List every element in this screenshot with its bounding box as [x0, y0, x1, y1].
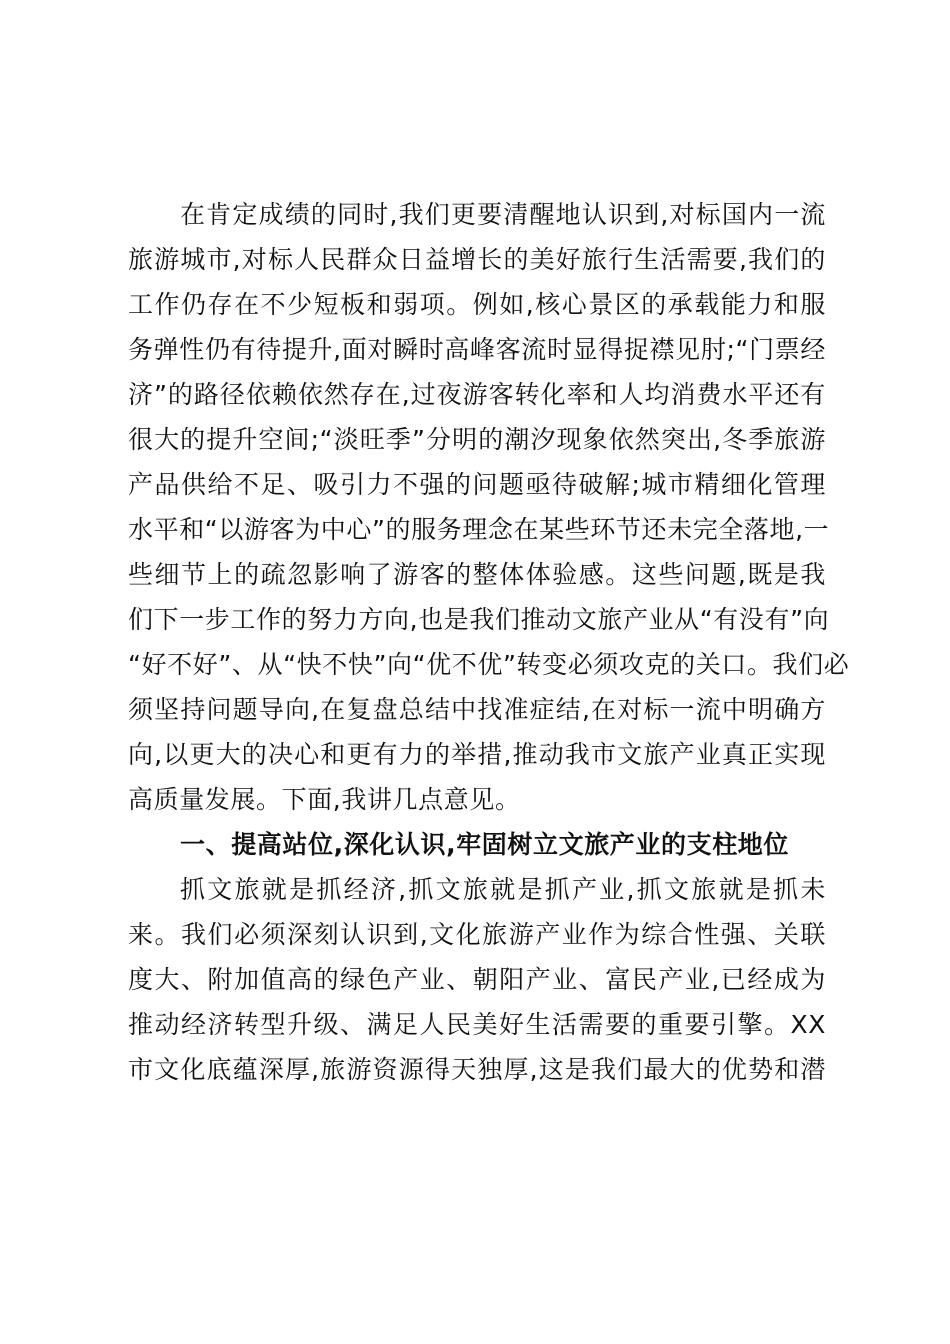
text-line: 市文化底蕴深厚,旅游资源得天独厚,这是我们最大的优势和潜: [128, 1055, 826, 1084]
text-line: 济”的路径依赖依然存在,过夜游客转化率和人均消费水平还有: [128, 380, 826, 409]
text-line: 抓文旅就是抓经济,抓文旅就是抓产业,抓文旅就是抓未: [180, 875, 826, 904]
text-line: 在肯定成绩的同时,我们更要清醒地认识到,对标国内一流: [180, 200, 826, 229]
text-line: 工作仍存在不少短板和弱项。例如,核心景区的承载能力和服: [128, 290, 826, 319]
text-line: 度大、附加值高的绿色产业、朝阳产业、富民产业,已经成为: [128, 965, 826, 994]
text-line: 水平和“以游客为中心”的服务理念在某些环节还未完全落地,一: [128, 515, 830, 544]
section-heading: 一、提高站位,深化认识,牢固树立文旅产业的支柱地位: [180, 830, 789, 859]
text-line: 们下一步工作的努力方向,也是我们推动文旅产业从“有没有”向: [128, 605, 830, 634]
text-line: 产品供给不足、吸引力不强的问题亟待破解;城市精细化管理: [128, 470, 826, 499]
text-line: “好不好”、从“快不快”向“优不优”转变必须攻克的关口。我们必: [128, 650, 850, 679]
text-line: 推动经济转型升级、满足人民美好生活需要的重要引擎。XX: [128, 1010, 826, 1039]
text-line: 务弹性仍有待提升,面对瞬时高峰客流时显得捉襟见肘;“门票经: [128, 335, 826, 364]
text-line: 须坚持问题导向,在复盘总结中找准症结,在对标一流中明确方: [128, 695, 826, 724]
text-line: 高质量发展。下面,我讲几点意见。: [128, 785, 521, 814]
text-line: 旅游城市,对标人民群众日益增长的美好旅行生活需要,我们的: [128, 245, 826, 274]
text-line: 来。我们必须深刻认识到,文化旅游产业作为综合性强、关联: [128, 920, 826, 949]
text-line: 些细节上的疏忽影响了游客的整体体验感。这些问题,既是我: [128, 560, 826, 589]
text-line: 很大的提升空间;“淡旺季”分明的潮汐现象依然突出,冬季旅游: [128, 425, 826, 454]
text-line: 向,以更大的决心和更有力的举措,推动我市文旅产业真正实现: [128, 740, 826, 769]
